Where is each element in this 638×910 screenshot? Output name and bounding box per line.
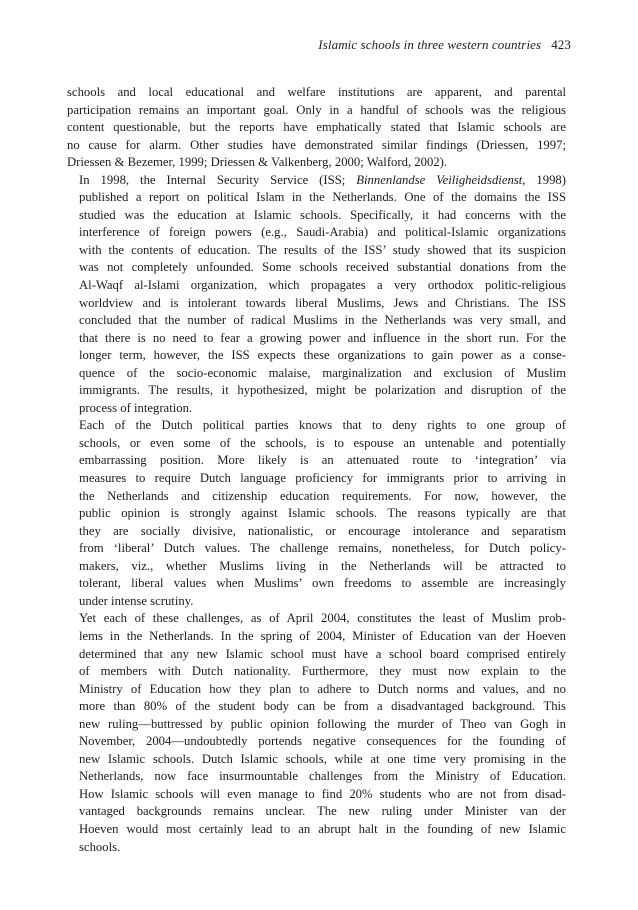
text-line: no cause for alarm. Other studies have demonstrated similar findings (Driessen, 1997;: [67, 137, 566, 152]
text-line: with the contents of education. The results of the ISS’ study showed that its suspicion: [79, 242, 566, 257]
paragraph-3: [67, 417, 566, 610]
text-line: more than 80% of the student body can be from a disadvantaged background. This: [79, 699, 566, 714]
text-line: schools and local educational and welfare institutions are apparent, and parental: [67, 85, 566, 99]
text-line: Netherlands, now face insurmountable challenges from the Ministry of Education.: [79, 769, 566, 784]
text-line: that there is no need to fear a growing power and influence in the short run. For the: [79, 330, 566, 345]
italic-term: Binnenlandse Veiligheidsdienst: [356, 172, 523, 187]
text-line: from ‘liberal’ Dutch values. The challenge remains, nonetheless, for Dutch policy-: [79, 541, 566, 556]
text-line: Yet each of these challenges, as of April 2004, constitutes the least of Muslim prob-: [79, 611, 566, 626]
text-line: published a report on political Islam in the Netherlands. One of the domains the ISS: [79, 190, 566, 205]
text-line: public opinion is strongly against Islamic schools. The reasons typically are that: [79, 506, 566, 521]
text-line: How Islamic schools will even manage to find 20% students who are not from disad-: [79, 786, 566, 801]
text-line: embarrassing position. More likely is an attenuated route to ‘integration’ via: [79, 453, 566, 468]
text-line: lems in the Netherlands. In the spring of 2004, Minister of Education van der Hoeven: [79, 628, 566, 643]
running-head: [318, 37, 571, 53]
text-line: Al-Waqf al-Islami organization, which propagates a very orthodox politic-religious: [79, 278, 566, 293]
text-line: concluded that the number of radical Muslims in the Netherlands was very small, and: [79, 313, 566, 328]
text-line: determined that any new Islamic school must have a school board comprised entirely: [79, 646, 566, 661]
text-line: schools.: [79, 839, 121, 854]
text-line: quence of the socio-economic malaise, marginalization and exclusion of Muslim: [79, 365, 566, 380]
text-line: Each of the Dutch political parties knows that to deny rights to one group of: [79, 418, 566, 433]
text-line: longer term, however, the ISS expects these organizations to gain power as a conse-: [79, 348, 566, 363]
page-number: 423: [551, 37, 571, 52]
text-line: Hoeven would most certainly lead to an abrupt halt in the founding of new Islamic: [79, 821, 566, 836]
text-line: Ministry of Education how they plan to adhere to Dutch norms and values, and no: [79, 681, 566, 696]
text-run: In 1998, the Internal Security Service (ISS;: [79, 172, 357, 187]
text-line: they are socially divisive, nationalistic, or encourage intolerance and separatism: [79, 523, 566, 538]
text-line: tolerant, liberal values when Muslims’ own freedoms to assemble are increasingly: [79, 576, 566, 591]
text-line: [67, 172, 566, 190]
text-line: new ruling—buttressed by public opinion following the murder of Theo van Gogh in: [79, 716, 566, 731]
running-head-title: Islamic schools in three western countries: [318, 37, 542, 52]
paragraph-4: [67, 610, 566, 856]
paragraph-1: [67, 84, 566, 172]
text-line: under intense scrutiny.: [79, 593, 194, 608]
text-line: was not completely unfounded. Some schools received substantial donations from the: [79, 260, 566, 275]
text-line: immigrants. The results, it hypothesized, might be polarization and disruption of the: [79, 383, 566, 398]
text-line: the Netherlands and citizenship education requirements. For now, however, the: [79, 488, 566, 503]
text-line: new Islamic schools. Dutch Islamic schools, while at one time very promising in the: [79, 751, 566, 766]
text-line: measures to require Dutch language proficiency for immigrants prior to arriving in: [79, 471, 566, 486]
text-line: participation remains an important goal. Only in a handful of schools was the religious: [67, 102, 566, 117]
paragraph-2: [67, 172, 566, 418]
text-run: , 1998): [522, 172, 567, 187]
text-line: vantaged backgrounds remains unclear. The new ruling under Minister van der: [79, 804, 566, 819]
text-line: studied was the education at Islamic schools. Specifically, it had concerns with the: [79, 207, 566, 222]
text-line: makers, viz., whether Muslims living in the Netherlands will be attracted to: [79, 558, 566, 573]
text-line: worldview and is intolerant towards liberal Muslims, Jews and Christians. The ISS: [79, 295, 566, 310]
text-line: Driessen & Bezemer, 1999; Driessen & Valkenberg, 2000; Walford, 2002).: [67, 155, 448, 170]
text-line: process of integration.: [79, 400, 193, 415]
body-text: [67, 84, 566, 856]
text-line: content questionable, but the reports have emphatically stated that Islamic schools are: [67, 120, 566, 135]
text-line: schools, or even some of the schools, is to espouse an untenable and potentially: [79, 435, 566, 450]
text-line: interference of foreign powers (e.g., Saudi-Arabia) and political-Islamic organizations: [79, 225, 566, 240]
text-line: November, 2004—undoubtedly portends negative consequences for the founding of: [79, 734, 566, 749]
text-line: of members with Dutch nationality. Furthermore, they must now explain to the: [79, 664, 566, 679]
